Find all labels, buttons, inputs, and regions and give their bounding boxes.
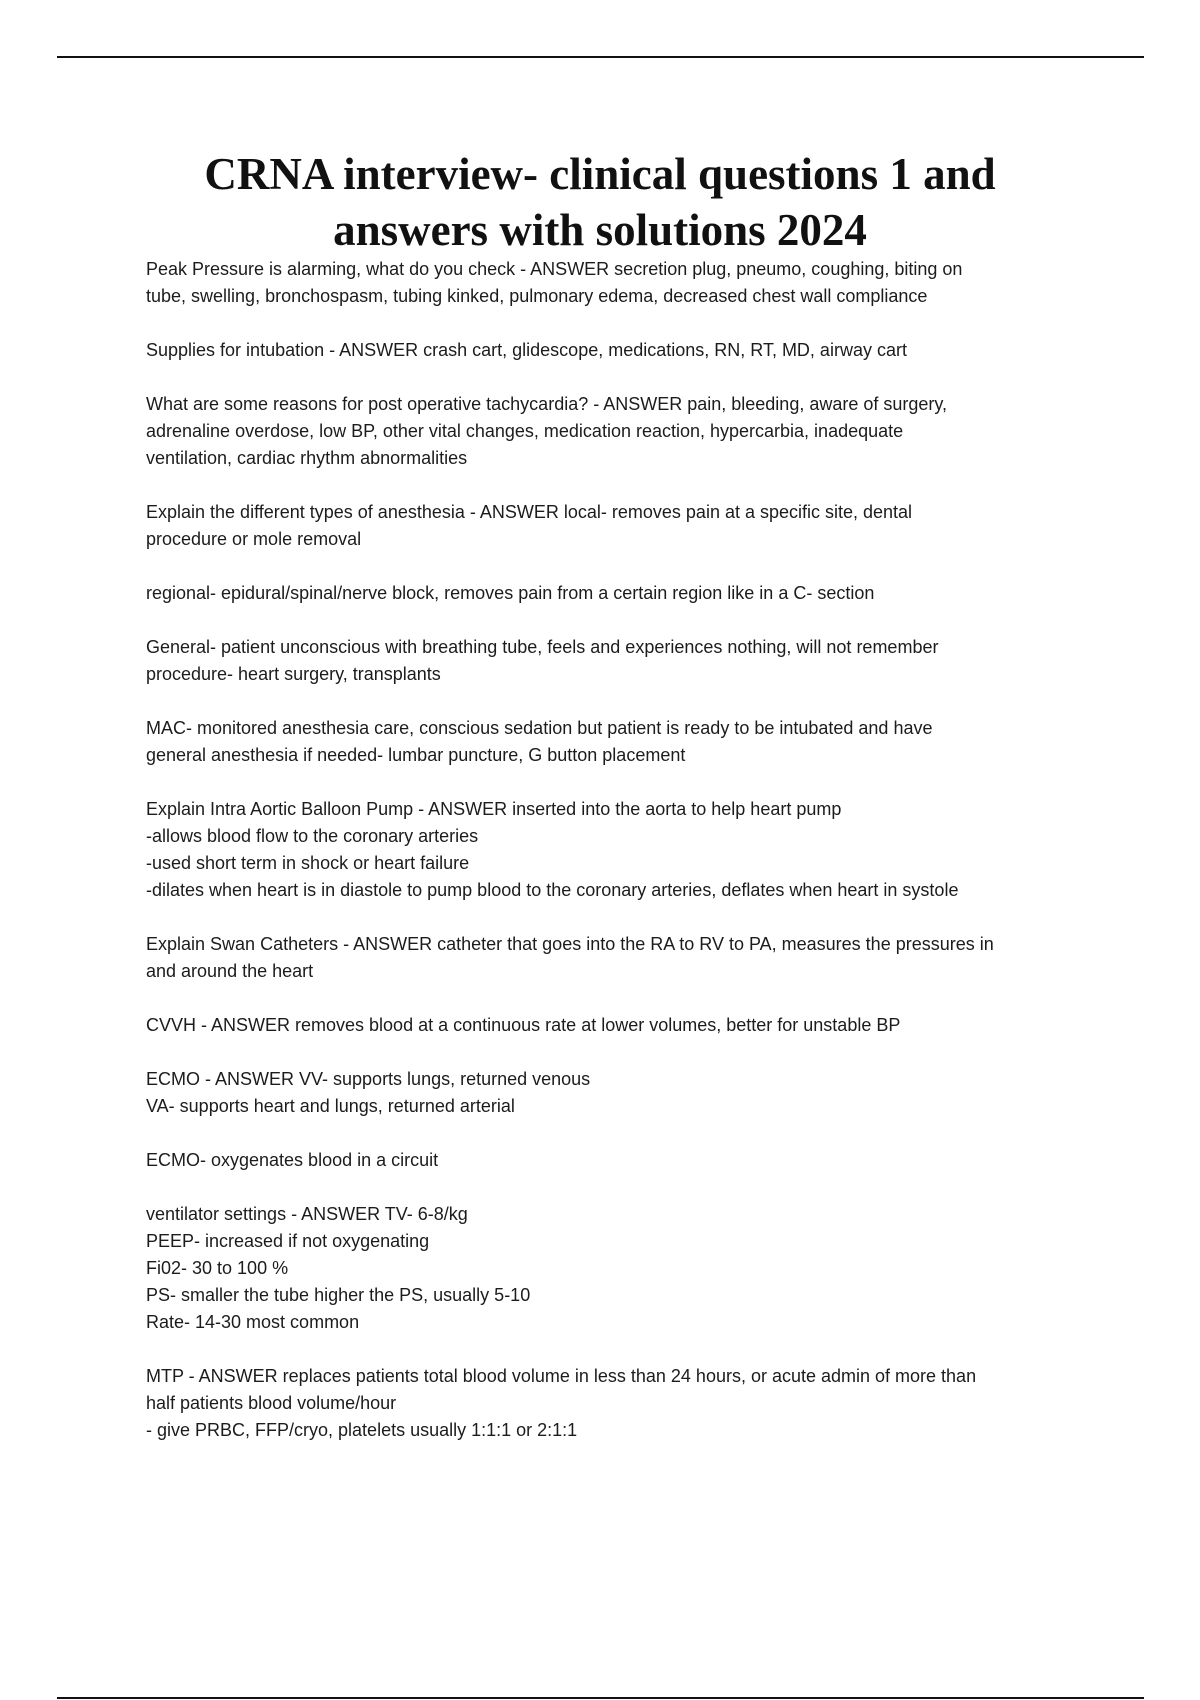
paragraph-line: PS- smaller the tube higher the PS, usually 5-10: [146, 1285, 531, 1305]
qa-paragraph: [146, 391, 1146, 472]
paragraph-line: regional- epidural/spinal/nerve block, removes pain from a certain region like in a C- section: [146, 583, 875, 603]
qa-paragraph: [146, 931, 1146, 985]
paragraph-line: procedure- heart surgery, transplants: [146, 664, 441, 684]
paragraph-line: adrenaline overdose, low BP, other vital changes, medication reaction, hypercarbia, inadequate: [146, 421, 904, 441]
paragraph-line: MAC- monitored anesthesia care, conscious sedation but patient is ready to be intubated and have: [146, 718, 933, 738]
paragraph-line: Rate- 14-30 most common: [146, 1312, 360, 1332]
qa-paragraph: [146, 499, 1146, 553]
document-body: [146, 256, 1146, 1471]
qa-paragraph: [146, 1012, 1146, 1039]
paragraph-line: tube, swelling, bronchospasm, tubing kinked, pulmonary edema, decreased chest wall compliance: [146, 286, 928, 306]
paragraph-line: - give PRBC, FFP/cryo, platelets usually 1:1:1 or 2:1:1: [146, 1420, 578, 1440]
qa-paragraph: [146, 256, 1146, 310]
paragraph-line: and around the heart: [146, 961, 314, 981]
paragraph-line: -dilates when heart is in diastole to pump blood to the coronary arteries, deflates when heart in systole: [146, 880, 959, 900]
paragraph-line: Explain Intra Aortic Balloon Pump - ANSWER inserted into the aorta to help heart pump: [146, 799, 842, 819]
top-rule: [57, 56, 1144, 58]
qa-paragraph: [146, 1066, 1146, 1120]
qa-paragraph: [146, 634, 1146, 688]
paragraph-line: -used short term in shock or heart failure: [146, 853, 470, 873]
paragraph-line: ECMO - ANSWER VV- supports lungs, returned venous: [146, 1069, 591, 1089]
qa-paragraph: [146, 1147, 1146, 1174]
paragraph-line: Supplies for intubation - ANSWER crash cart, glidescope, medications, RN, RT, MD, airway cart: [146, 340, 907, 360]
title-line-2: answers with solutions 2024: [333, 205, 867, 255]
qa-paragraph: [146, 580, 1146, 607]
paragraph-line: What are some reasons for post operative tachycardia? - ANSWER pain, bleeding, aware of surgery,: [146, 394, 948, 414]
paragraph-line: ventilation, cardiac rhythm abnormalities: [146, 448, 468, 468]
paragraph-line: -allows blood flow to the coronary arteries: [146, 826, 479, 846]
paragraph-line: MTP - ANSWER replaces patients total blood volume in less than 24 hours, or acute admin of more than: [146, 1366, 977, 1386]
bottom-rule: [57, 1697, 1144, 1699]
paragraph-line: Fi02- 30 to 100 %: [146, 1258, 289, 1278]
paragraph-line: ventilator settings - ANSWER TV- 6-8/kg: [146, 1204, 468, 1224]
title-line-1: CRNA interview- clinical questions 1 and: [204, 149, 996, 199]
paragraph-line: ECMO- oxygenates blood in a circuit: [146, 1150, 439, 1170]
qa-paragraph: [146, 1201, 1146, 1336]
paragraph-line: PEEP- increased if not oxygenating: [146, 1231, 430, 1251]
paragraph-line: CVVH - ANSWER removes blood at a continuous rate at lower volumes, better for unstable BP: [146, 1015, 901, 1035]
paragraph-line: procedure or mole removal: [146, 529, 362, 549]
paragraph-line: Peak Pressure is alarming, what do you check - ANSWER secretion plug, pneumo, coughing, biting on: [146, 259, 963, 279]
qa-paragraph: [146, 796, 1146, 904]
paragraph-line: VA- supports heart and lungs, returned arterial: [146, 1096, 515, 1116]
qa-paragraph: [146, 715, 1146, 769]
qa-paragraph: [146, 1363, 1146, 1444]
paragraph-line: general anesthesia if needed- lumbar puncture, G button placement: [146, 745, 686, 765]
paragraph-line: Explain the different types of anesthesia - ANSWER local- removes pain at a specific site, dental: [146, 502, 913, 522]
paragraph-line: half patients blood volume/hour: [146, 1393, 397, 1413]
paragraph-line: Explain Swan Catheters - ANSWER catheter that goes into the RA to RV to PA, measures the pressures in: [146, 934, 994, 954]
qa-paragraph: [146, 337, 1146, 364]
document-title: [60, 146, 1140, 258]
paragraph-line: General- patient unconscious with breathing tube, feels and experiences nothing, will not remember: [146, 637, 939, 657]
